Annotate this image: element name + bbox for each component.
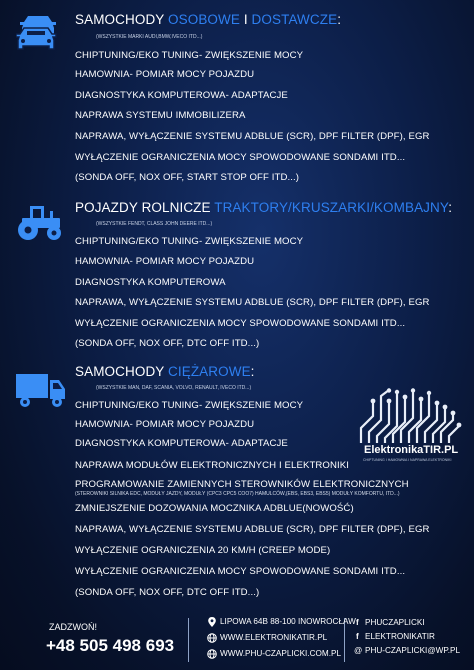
- service-item: NAPRAWA, WYŁĄCZENIE SYSTEMU ADBLUE (SCR), DPF FILTER (DPF), EGR: [75, 297, 430, 308]
- section-title-trucks: SAMOCHODY CIĘŻAROWE:: [75, 364, 255, 379]
- service-item: PROGRAMOWANIE ZAMIENNYCH STEROWNIKÓW ELEKTRONICZNYCH: [75, 479, 409, 490]
- call-label: ZADZWOŃ!: [49, 622, 97, 632]
- section-note-agricultural: (WSZYSTKIE FENDT, CLASS JOHN DEERE ITD...): [96, 221, 213, 227]
- service-item: CHIPTUNING/EKO TUNING- ZWIĘKSZENIE MOCY: [75, 50, 304, 61]
- service-item: DIAGNOSTYKA KOMPUTEROWA- ADAPTACJE: [75, 438, 288, 449]
- controller-list-note: (STEROWNIKI SILNIKA EDC, MODUŁY JAZDY, MODUŁY (CPC3 CPC5 COO7) HAMULCÓW,(EBS, EBS3, EBS5) MODUŁY KOMFORTU, ITD...): [75, 491, 400, 497]
- service-item: CHIPTUNING/EKO TUNING- ZWIĘKSZENIE MOCY: [75, 236, 304, 247]
- service-item: (SONDA OFF, NOX OFF, START STOP OFF ITD...): [75, 172, 300, 183]
- globe-icon: [207, 633, 217, 643]
- service-item: (SONDA OFF, NOX OFF, DTC OFF ITD...): [75, 338, 260, 349]
- service-item: CHIPTUNING/EKO TUNING- ZWIĘKSZENIE MOCY: [75, 400, 304, 411]
- service-item: WYŁĄCZENIE OGRANICZENIA MOCY SPOWODOWANE SONDAMI ITD...: [75, 152, 406, 163]
- service-item: WYŁĄCZENIE OGRANICZENIA 20 KM/H (CREEP MODE): [75, 545, 331, 556]
- section-note-trucks: (WSZYSTKIE MAN, DAF, SCANIA, VOLVO, RENAULT, IVECO ITD...): [96, 385, 252, 391]
- service-item: NAPRAWA, WYŁĄCZENIE SYSTEMU ADBLUE (SCR), DPF FILTER (DPF), EGR: [75, 524, 430, 535]
- cars-icon: [16, 16, 62, 50]
- service-item: DIAGNOSTYKA KOMPUTEROWA- ADAPTACJE: [75, 90, 288, 101]
- elektronikatir-logo: [355, 388, 467, 468]
- truck-icon: [16, 372, 66, 408]
- tractor-icon: [16, 206, 64, 240]
- email-link[interactable]: PHU-CZAPLICKI@WP.PL: [365, 646, 461, 655]
- logo-tagline: CHIPTUNING I HAMOWNIA I NAPRAWA ELEKTRONIKI: [363, 458, 452, 462]
- website-link[interactable]: WWW.ELEKTRONIKATIR.PL: [220, 633, 328, 642]
- service-item: HAMOWNIA- POMIAR MOCY POJAZDU: [75, 419, 255, 430]
- service-item: NAPRAWA SYSTEMU IMMOBILIZERA: [75, 110, 246, 121]
- facebook-link[interactable]: ELEKTRONIKATIR: [365, 632, 435, 641]
- footer-divider: [188, 618, 189, 662]
- globe-icon: [207, 649, 217, 659]
- phone-number[interactable]: +48 505 498 693: [46, 636, 175, 655]
- service-item: NAPRAWA MODUŁÓW ELEKTRONICZNYCH I ELEKTRONIKI: [75, 460, 350, 471]
- service-item: WYŁĄCZENIE OGRANICZENIA MOCY SPOWODOWANE SONDAMI ITD...: [75, 566, 406, 577]
- service-item: HAMOWNIA- POMIAR MOCY POJAZDU: [75, 256, 255, 267]
- section-note-cars: (WSZYSTKIE MARKI AUDI,BMW,IVECO ITD...): [96, 34, 203, 40]
- address-text: LIPOWA 64B 88-100 INOWROCŁAW: [220, 617, 356, 626]
- service-item: (SONDA OFF, NOX OFF, DTC OFF ITD...): [75, 587, 260, 598]
- service-item: HAMOWNIA- POMIAR MOCY POJAZDU: [75, 69, 255, 80]
- email-icon: @: [354, 646, 363, 655]
- facebook-link[interactable]: PHUCZAPLICKI: [365, 618, 425, 627]
- service-item: NAPRAWA, WYŁĄCZENIE SYSTEMU ADBLUE (SCR), DPF FILTER (DPF), EGR: [75, 131, 430, 142]
- logo-text: ElektronikaTIR.PL: [364, 444, 459, 456]
- location-pin-icon: [207, 617, 217, 627]
- section-title-agricultural: POJAZDY ROLNICZE TRAKTORY/KRUSZARKI/KOMBAJNY:: [75, 200, 453, 215]
- facebook-icon: f: [356, 632, 359, 641]
- service-item: DIAGNOSTYKA KOMPUTEROWA: [75, 277, 226, 288]
- service-item: ZMNIEJSZENIE DOZOWANIA MOCZNIKA ADBLUE(NOWOŚĆ): [75, 503, 354, 514]
- facebook-icon: f: [356, 618, 359, 627]
- service-item: WYŁĄCZENIE OGRANICZENIA MOCY SPOWODOWANE SONDAMI ITD...: [75, 318, 406, 329]
- website-link[interactable]: WWW.PHU-CZAPLICKI.COM.PL: [220, 649, 341, 658]
- section-title-cars: SAMOCHODY OSOBOWE I DOSTAWCZE:: [75, 12, 342, 27]
